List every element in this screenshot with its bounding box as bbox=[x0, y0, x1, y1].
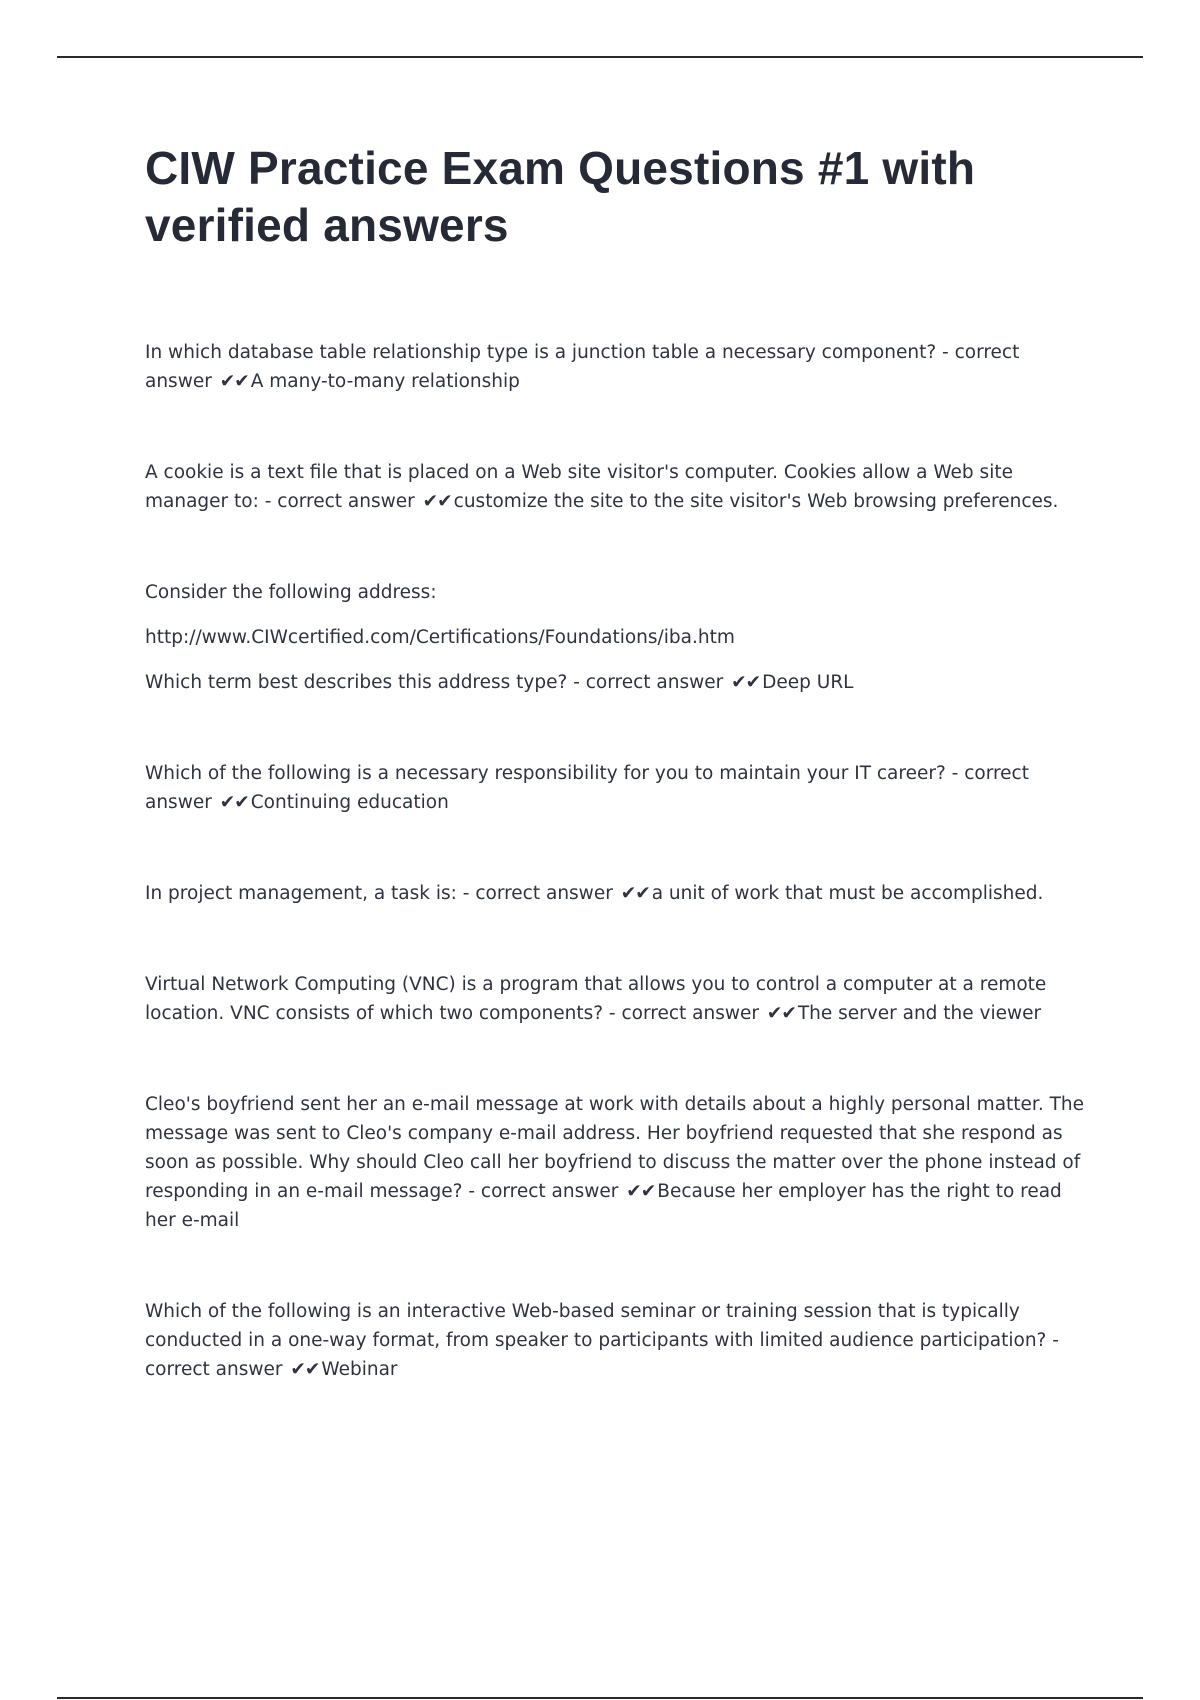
double-check-icon: ✔✔ bbox=[766, 1003, 796, 1024]
qa-item-5 bbox=[145, 879, 1085, 908]
double-check-icon: ✔✔ bbox=[290, 1359, 320, 1380]
question-text: Cleo's boyfriend sent her an e-mail message at work with details about a highly personal matter. The message was sent to Cleo's company e-mail address. Her boyfriend requested that she respond as soon as possible. Why should Cleo call her boyfriend to discuss the matter over the phone instead of responding in an e-mail message? - correct answer bbox=[145, 1094, 1085, 1202]
double-check-icon: ✔✔ bbox=[422, 491, 452, 512]
qa-item-3 bbox=[145, 578, 1085, 697]
qa-text bbox=[145, 338, 1085, 396]
question-text: In project management, a task is: - correct answer bbox=[145, 883, 613, 904]
question-text: Which of the following is a necessary responsibility for you to maintain your IT career? - correct answer bbox=[145, 763, 1029, 813]
answer-text: a unit of work that must be accomplished. bbox=[651, 883, 1044, 904]
question-text: In which database table relationship type is a junction table a necessary component? - correct answer bbox=[145, 342, 1020, 392]
qa-item-7 bbox=[145, 1090, 1085, 1235]
qa-intro: Consider the following address: bbox=[145, 582, 437, 603]
double-check-icon: ✔✔ bbox=[620, 883, 650, 904]
qa-item-6 bbox=[145, 970, 1085, 1028]
qa-item-2 bbox=[145, 458, 1085, 516]
qa-text bbox=[145, 759, 1085, 817]
qa-item-4 bbox=[145, 759, 1085, 817]
qa-item-8 bbox=[145, 1297, 1085, 1384]
qa-address: http://www.CIWcertified.com/Certifications/Foundations/iba.htm bbox=[145, 627, 735, 648]
double-check-icon: ✔✔ bbox=[219, 792, 249, 813]
qa-text bbox=[145, 1297, 1085, 1384]
answer-text: Because her employer has the right to read her e-mail bbox=[145, 1181, 1062, 1231]
double-check-icon: ✔✔ bbox=[626, 1181, 656, 1202]
answer-text: customize the site to the site visitor's Web browsing preferences. bbox=[453, 491, 1059, 512]
answer-text: A many-to-many relationship bbox=[250, 371, 520, 392]
answer-text: Webinar bbox=[321, 1359, 398, 1380]
answer-text: Deep URL bbox=[762, 672, 854, 693]
question-text: Which term best describes this address type? - correct answer bbox=[145, 672, 724, 693]
qa-list bbox=[145, 338, 1085, 1384]
qa-text bbox=[145, 458, 1085, 516]
qa-text bbox=[145, 668, 1085, 697]
double-check-icon: ✔✔ bbox=[731, 672, 761, 693]
qa-text bbox=[145, 1090, 1085, 1235]
answer-text: Continuing education bbox=[250, 792, 449, 813]
question-text: Which of the following is an interactive Web-based seminar or training session that is typically conducted in a one-way format, from speaker to participants with limited audience participation? - correct answer bbox=[145, 1301, 1059, 1380]
document-title: CIW Practice Exam Questions #1 with verified answers bbox=[145, 142, 976, 251]
double-check-icon: ✔✔ bbox=[219, 371, 249, 392]
qa-item-1 bbox=[145, 338, 1085, 396]
question-text: A cookie is a text file that is placed on a Web site visitor's computer. Cookies allow a Web site manager to: - correct answer bbox=[145, 462, 1013, 512]
answer-text: The server and the viewer bbox=[797, 1003, 1042, 1024]
document-body bbox=[145, 140, 1085, 1446]
qa-text bbox=[145, 970, 1085, 1028]
qa-text bbox=[145, 879, 1085, 908]
question-text: Virtual Network Computing (VNC) is a program that allows you to control a computer at a remote location. VNC consists of which two components? - correct answer bbox=[145, 974, 1047, 1024]
bottom-rule bbox=[57, 1697, 1143, 1699]
top-rule bbox=[57, 56, 1143, 58]
